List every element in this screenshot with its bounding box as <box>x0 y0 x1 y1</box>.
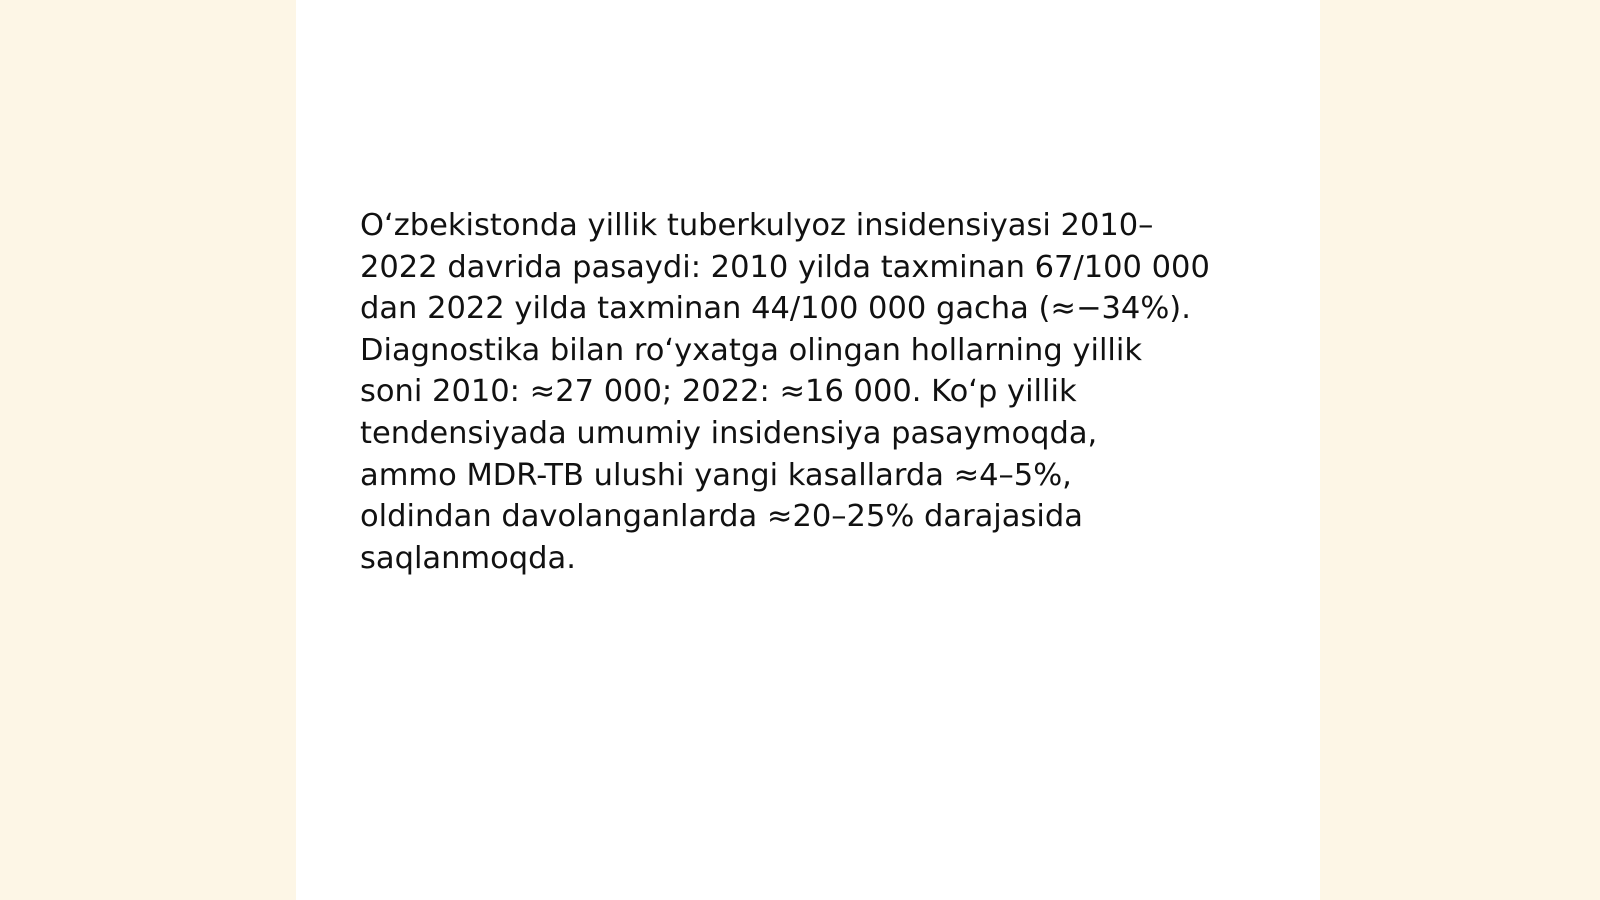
paragraph-line: 2022 davrida pasaydi: 2010 yilda taxminan 67/100 000 <box>360 249 1210 285</box>
paragraph-line: saqlanmoqda. <box>360 540 576 576</box>
paragraph-line: oldindan davolanganlarda ≈20–25% darajasida <box>360 499 1083 535</box>
document-page <box>296 0 1320 900</box>
body-paragraph <box>360 205 1260 579</box>
paragraph-line: ammo MDR-TB ulushi yangi kasallarda ≈4–5%, <box>360 457 1072 493</box>
paragraph-line: Diagnostika bilan ro‘yxatga olingan hollarning yillik <box>360 332 1143 368</box>
paragraph-line: O‘zbekistonda yillik tuberkulyoz insidensiyasi 2010– <box>360 208 1154 243</box>
paragraph-line: dan 2022 yilda taxminan 44/100 000 gacha (≈−34%). <box>360 291 1191 327</box>
paragraph-line: soni 2010: ≈27 000; 2022: ≈16 000. Ko‘p yillik <box>360 374 1077 410</box>
paragraph-line: tendensiyada umumiy insidensiya pasaymoqda, <box>360 415 1098 451</box>
